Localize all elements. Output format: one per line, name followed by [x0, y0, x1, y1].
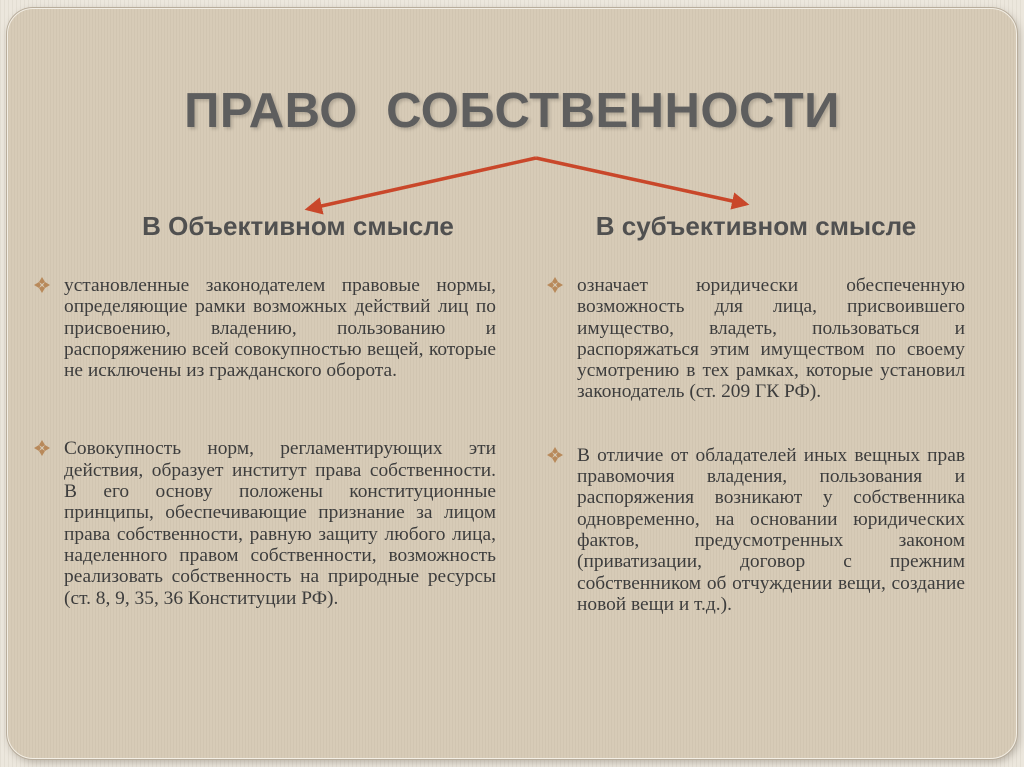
arrow-right-icon	[536, 158, 746, 204]
list-item	[30, 438, 496, 608]
diamond-bullet-icon	[546, 276, 564, 294]
list-item	[543, 275, 965, 403]
list-item	[30, 275, 496, 381]
diamond-bullet-icon	[546, 446, 564, 464]
left-column-heading: В Объективном смысле	[142, 211, 454, 241]
list-item-text: В отличие от обладателей иных вещных прав правомочия владения, пользования и распоряжения возникают у собственника одновременно, на основании юридических фактов, предусмотренных законом (приватизации, договор с прежним собственником об отчуждении вещи, создание новой вещи и т.д.).	[577, 444, 965, 615]
left-column	[30, 275, 496, 609]
list-item-text: Совокупность норм, регламентирующих эти действия, образует институт права собственности. В его основу положены конституционные принципы, обеспечивающие признание за лицом права собственности, равную защиту любого лица, наделенного правом собственности, возможность реализовать собственность на природные ресурсы (ст. 8, 9, 35, 36 Конституции РФ).	[64, 438, 496, 609]
list-item	[543, 445, 965, 615]
right-column-heading: В субъективном смысле	[595, 211, 917, 241]
slide-title: ПРАВО СОБСТВЕННОСТИ	[184, 84, 840, 138]
slide	[7, 8, 1017, 759]
arrow-left-icon	[308, 158, 536, 209]
right-column	[543, 275, 965, 615]
diamond-bullet-icon	[33, 439, 51, 457]
list-item-text: означает юридически обеспеченную возможность для лица, присвоившего имущество, владеть, пользоваться и распоряжаться этим имуществом по своему усмотрению в тех рамках, которые установил законодатель (ст. 209 ГК РФ).	[577, 275, 965, 403]
list-item-text: установленные законодателем правовые нормы, определяющие рамки возможных действий лиц по присвоению, владению, пользованию и распоряжению всей совокупностью вещей, которые не исключены из гражданского оборота.	[64, 275, 496, 382]
diamond-bullet-icon	[33, 276, 51, 294]
